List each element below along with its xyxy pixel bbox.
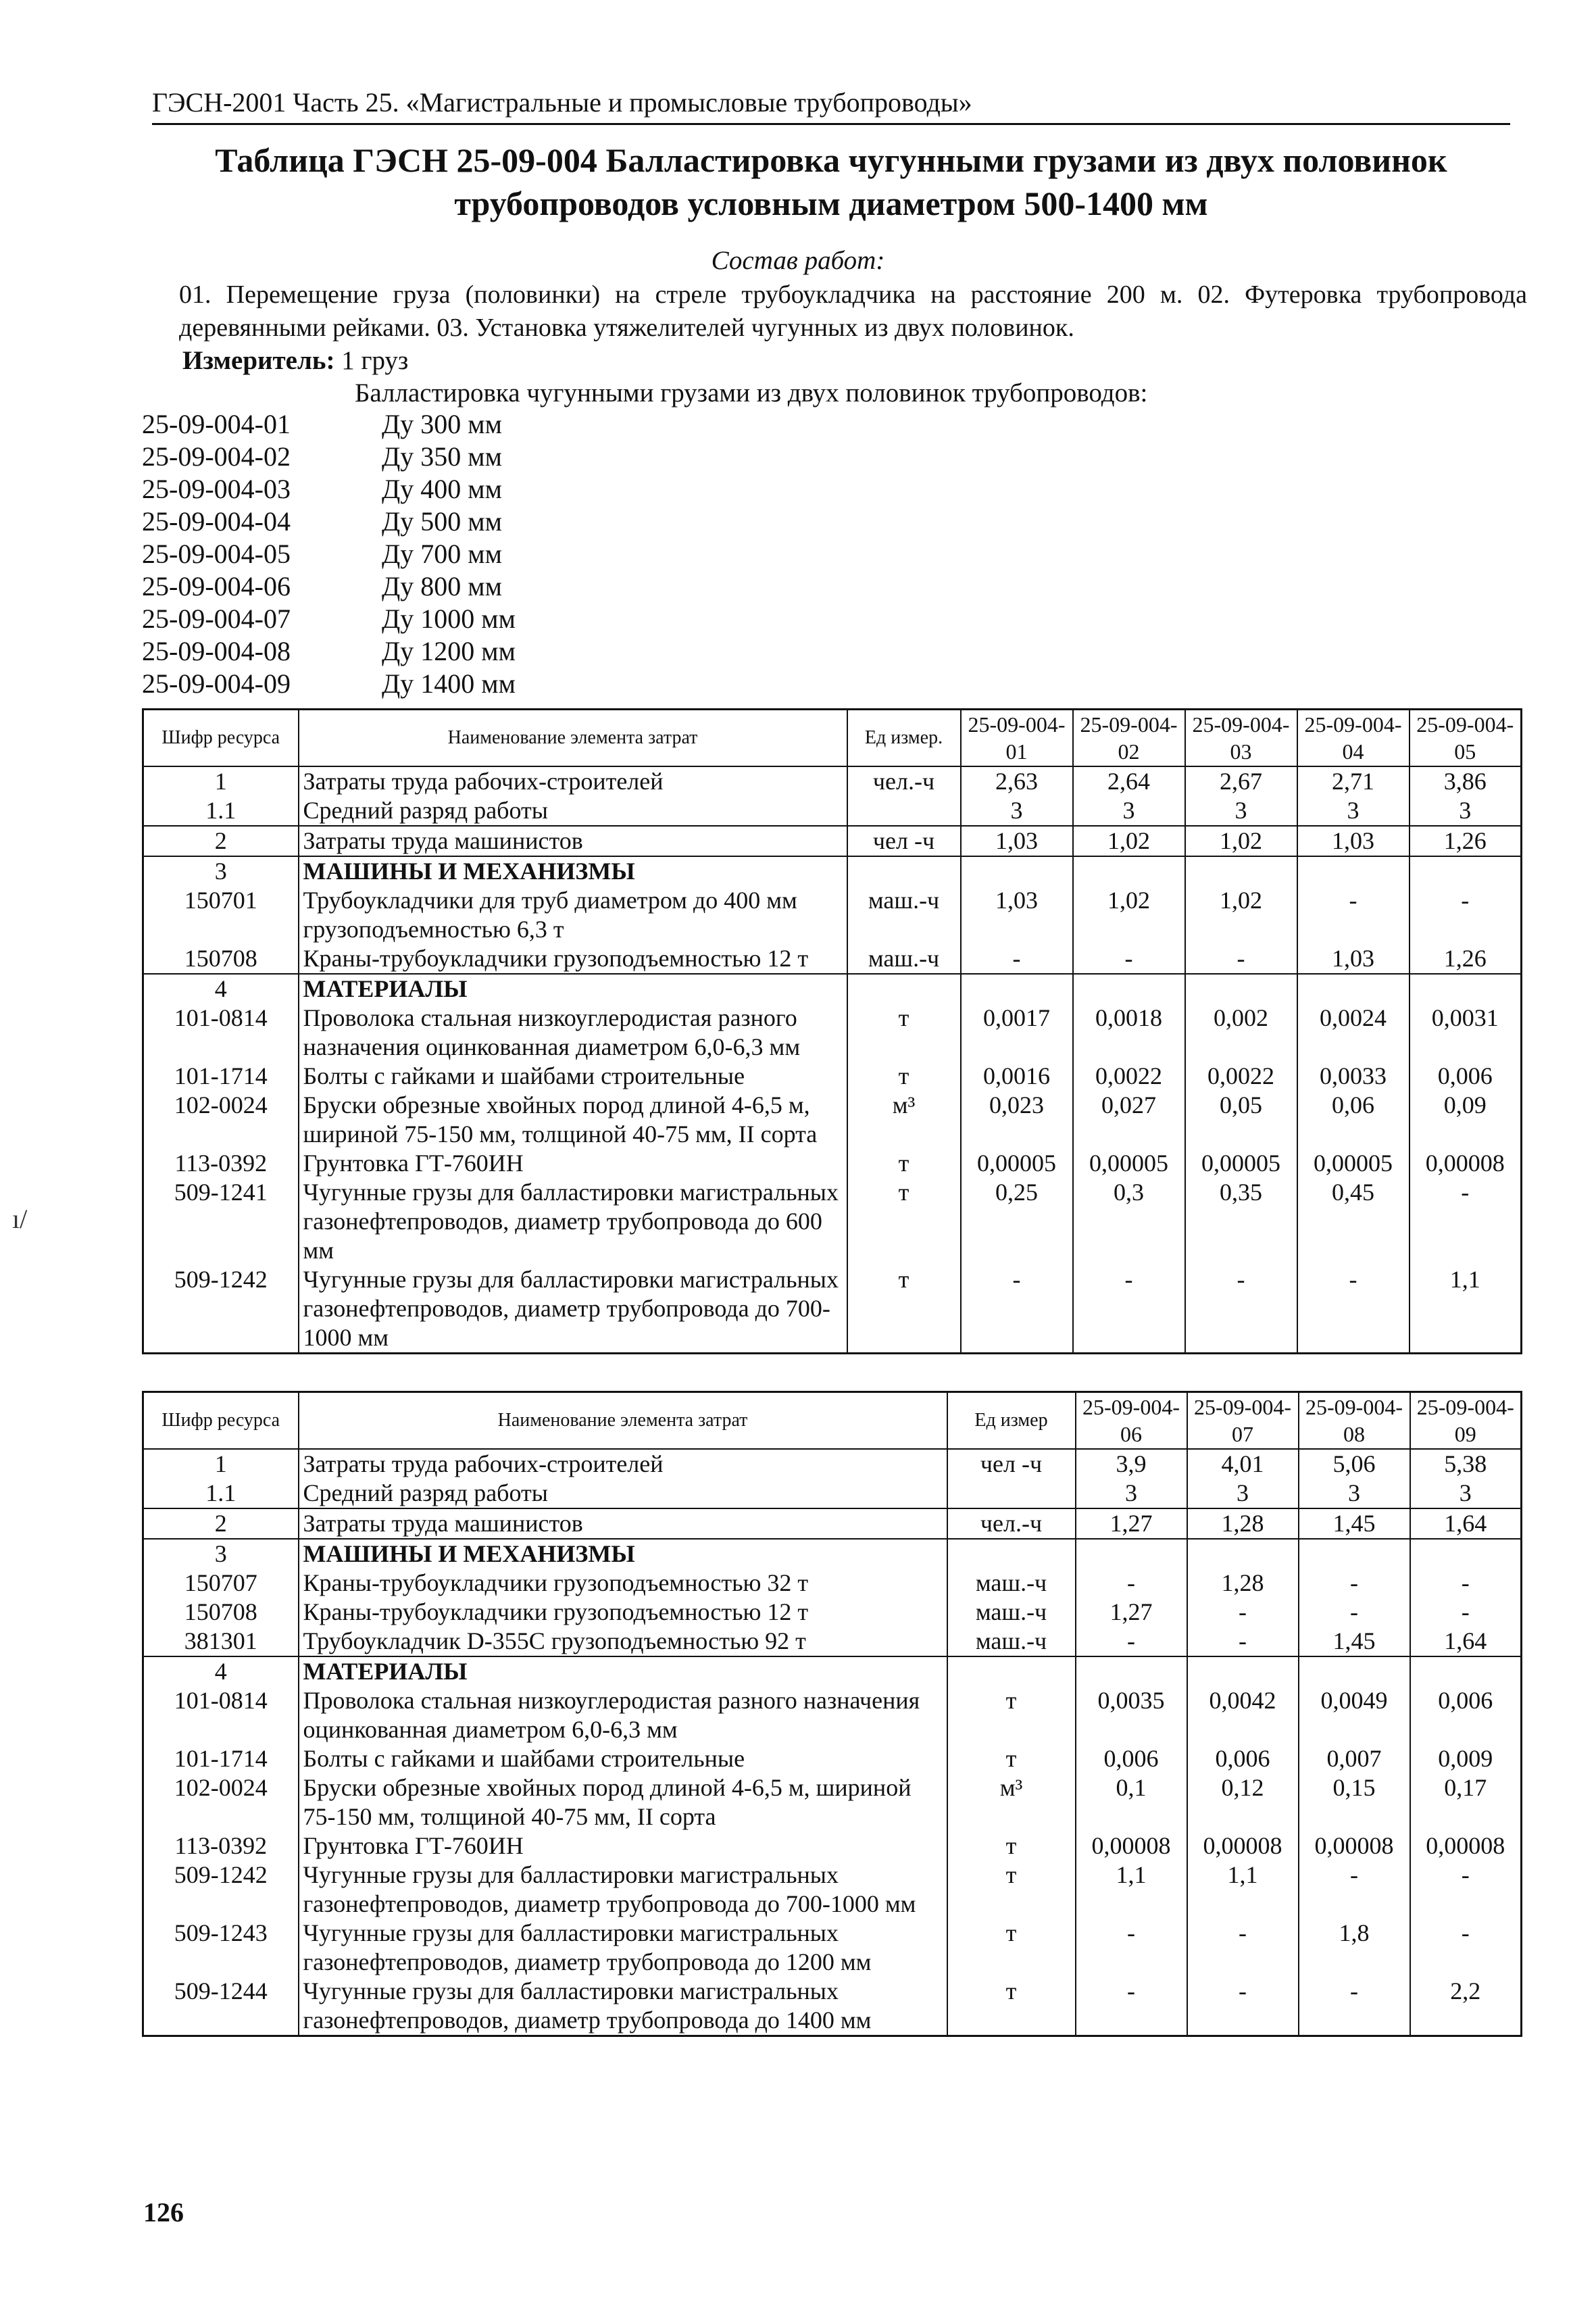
list-item-name: Ду 1000 мм bbox=[382, 604, 516, 634]
cell-value: 0,0024 bbox=[1297, 1004, 1410, 1062]
column-header-norm: 25-09-004-05 bbox=[1410, 710, 1522, 766]
cell-name: Чугунные грузы для балластировки магистральных газонефтепроводов, диаметр трубопровода до 700-1000 мм bbox=[299, 1861, 947, 1919]
cell-section-title: МАТЕРИАЛЫ bbox=[299, 1656, 947, 1686]
list-item bbox=[142, 506, 652, 538]
table-row bbox=[143, 1598, 1522, 1627]
cell-value bbox=[961, 974, 1073, 1004]
cell-unit: т bbox=[847, 1004, 961, 1062]
cell-unit: т bbox=[847, 1062, 961, 1091]
list-item bbox=[142, 473, 652, 506]
cell-value: - bbox=[1187, 1598, 1299, 1627]
cell-value: 5,38 bbox=[1410, 1449, 1522, 1479]
cell-unit: чел -ч bbox=[947, 1449, 1076, 1479]
cell-value: 0,0016 bbox=[961, 1062, 1073, 1091]
cell-value bbox=[1185, 856, 1297, 886]
list-item bbox=[142, 603, 652, 635]
cell-value: 1,64 bbox=[1410, 1627, 1522, 1656]
cell-value: - bbox=[1410, 1919, 1522, 1977]
cell-section-title: МАТЕРИАЛЫ bbox=[299, 974, 847, 1004]
cell-value: 0,009 bbox=[1410, 1744, 1522, 1773]
cell-value: 4,01 bbox=[1187, 1449, 1299, 1479]
list-item bbox=[142, 538, 652, 570]
cell-unit bbox=[847, 974, 961, 1004]
measure-value: 1 груз bbox=[341, 346, 409, 375]
list-item-code: 25-09-004-09 bbox=[142, 668, 291, 699]
cell-name: Трубоукладчик D-355C грузоподъемностью 92 т bbox=[299, 1627, 947, 1656]
work-composition-text bbox=[179, 278, 1527, 345]
cell-value: 1,02 bbox=[1185, 826, 1297, 856]
cell-value: 3 bbox=[1410, 796, 1522, 826]
cell-name: Затраты труда машинистов bbox=[299, 826, 847, 856]
cell-value: 0,023 bbox=[961, 1091, 1073, 1149]
cell-value: 1,03 bbox=[1297, 826, 1410, 856]
cell-name: Краны-трубоукладчики грузоподъемностью 12 т bbox=[299, 1598, 947, 1627]
cell-code: 509-1241 bbox=[143, 1178, 299, 1265]
cell-value: - bbox=[1187, 1977, 1299, 2036]
cell-value: 2,2 bbox=[1410, 1977, 1522, 2036]
table-row bbox=[143, 766, 1522, 796]
cell-name: Чугунные грузы для балластировки магистральных газонефтепроводов, диаметр трубопровода до 1400 мм bbox=[299, 1977, 947, 2036]
table-row bbox=[143, 1091, 1522, 1149]
list-item-name: Ду 800 мм bbox=[382, 571, 502, 601]
cell-unit: чел.-ч bbox=[847, 766, 961, 796]
code-list-heading: Балластировка чугунными грузами из двух половинок трубопроводов: bbox=[355, 378, 1148, 408]
cell-value: - bbox=[1410, 1569, 1522, 1598]
list-item-name: Ду 350 мм bbox=[382, 441, 502, 472]
cell-name: Чугунные грузы для балластировки магистральных газонефтепроводов, диаметр трубопровода до 1200 мм bbox=[299, 1919, 947, 1977]
cell-name: Грунтовка ГТ-760ИН bbox=[299, 1149, 847, 1178]
cell-value: 0,3 bbox=[1073, 1178, 1185, 1265]
cell-unit: маш.-ч bbox=[947, 1569, 1076, 1598]
cell-value: - bbox=[1073, 944, 1185, 974]
cell-value bbox=[1297, 856, 1410, 886]
table-row bbox=[143, 1773, 1522, 1831]
cell-unit bbox=[847, 796, 961, 826]
cell-value: 0,006 bbox=[1410, 1062, 1522, 1091]
cell-value: 0,00008 bbox=[1187, 1831, 1299, 1861]
cell-value: 1,45 bbox=[1299, 1627, 1410, 1656]
cell-value: 0,0042 bbox=[1187, 1686, 1299, 1744]
cell-unit: т bbox=[947, 1977, 1076, 2036]
table-row bbox=[143, 1178, 1522, 1265]
cell-value: 3 bbox=[1299, 1479, 1410, 1508]
cell-value: 1,26 bbox=[1410, 826, 1522, 856]
cell-value: - bbox=[1185, 1265, 1297, 1354]
list-item-name: Ду 500 мм bbox=[382, 506, 502, 537]
cell-value bbox=[1073, 974, 1185, 1004]
page-title: Таблица ГЭСН 25-09-004 Балластировка чугунными грузами из двух половинок трубопроводов условным диаметром 500-1400 мм bbox=[215, 141, 1447, 222]
table-row bbox=[143, 1062, 1522, 1091]
cell-value bbox=[961, 856, 1073, 886]
cell-value: 0,0031 bbox=[1410, 1004, 1522, 1062]
cell-code: 113-0392 bbox=[143, 1149, 299, 1178]
cell-value: 0,006 bbox=[1076, 1744, 1187, 1773]
page-number: 126 bbox=[143, 2197, 184, 2227]
running-header: ГЭСН-2001 Часть 25. «Магистральные и промысловые трубопроводы» bbox=[152, 87, 1510, 125]
cell-value: - bbox=[1297, 886, 1410, 944]
list-item-name: Ду 400 мм bbox=[382, 474, 502, 504]
cell-value: 0,06 bbox=[1297, 1091, 1410, 1149]
cell-value bbox=[1187, 1539, 1299, 1569]
cell-value: 1,03 bbox=[961, 826, 1073, 856]
cell-value bbox=[1410, 856, 1522, 886]
cell-name: Чугунные грузы для балластировки магистральных газонефтепроводов, диаметр трубопровода до 600 мм bbox=[299, 1178, 847, 1265]
cell-value: 1,26 bbox=[1410, 944, 1522, 974]
list-item-code: 25-09-004-08 bbox=[142, 636, 291, 666]
cell-unit: т bbox=[947, 1861, 1076, 1919]
column-header-norm: 25-09-004-06 bbox=[1076, 1392, 1187, 1449]
cell-code: 150701 bbox=[143, 886, 299, 944]
table-row bbox=[143, 1449, 1522, 1479]
resource-table-1 bbox=[142, 708, 1522, 1354]
table-row bbox=[143, 1508, 1522, 1539]
cell-value: - bbox=[1410, 1178, 1522, 1265]
cell-value: 0,0035 bbox=[1076, 1686, 1187, 1744]
table-row bbox=[143, 1627, 1522, 1656]
cell-name: Краны-трубоукладчики грузоподъемностью 12 т bbox=[299, 944, 847, 974]
table-section-row bbox=[143, 1539, 1522, 1569]
cell-unit bbox=[947, 1539, 1076, 1569]
cell-value: 1,02 bbox=[1185, 886, 1297, 944]
cell-value bbox=[1299, 1539, 1410, 1569]
cell-value: 0,0017 bbox=[961, 1004, 1073, 1062]
cell-value: 1,27 bbox=[1076, 1598, 1187, 1627]
cell-value: 0,15 bbox=[1299, 1773, 1410, 1831]
cell-value bbox=[1187, 1656, 1299, 1686]
cell-value: 0,45 bbox=[1297, 1178, 1410, 1265]
work-description: 01. Перемещение груза (половинки) на стреле трубоукладчика на расстояние 200 м. 02. Футеровка трубопровода деревянными рейками. 03. Установка утяжелителей чугунных из двух половинок. bbox=[179, 280, 1527, 342]
cell-value bbox=[1076, 1656, 1187, 1686]
cell-value: 0,12 bbox=[1187, 1773, 1299, 1831]
cell-code: 113-0392 bbox=[143, 1831, 299, 1861]
cell-value: - bbox=[961, 1265, 1073, 1354]
table-row bbox=[143, 944, 1522, 974]
cell-name: Трубоукладчики для труб диаметром до 400 мм грузоподъемностью 6,3 т bbox=[299, 886, 847, 944]
cell-value: - bbox=[1299, 1598, 1410, 1627]
cell-unit: м³ bbox=[947, 1773, 1076, 1831]
table-header-row bbox=[143, 1392, 1522, 1449]
cell-value: 3 bbox=[1410, 1479, 1522, 1508]
cell-value: 0,00008 bbox=[1076, 1831, 1187, 1861]
column-header-code: Шифр ресурса bbox=[143, 710, 299, 766]
cell-value bbox=[1410, 974, 1522, 1004]
table-row bbox=[143, 1149, 1522, 1178]
cell-value: - bbox=[1185, 944, 1297, 974]
table-row bbox=[143, 1265, 1522, 1354]
cell-value: 1,1 bbox=[1187, 1861, 1299, 1919]
cell-value: 0,00008 bbox=[1410, 1831, 1522, 1861]
work-composition-heading: Состав работ: bbox=[711, 246, 885, 275]
cell-code: 509-1242 bbox=[143, 1861, 299, 1919]
cell-value: 0,006 bbox=[1187, 1744, 1299, 1773]
column-header-name: Наименование элемента затрат bbox=[299, 1392, 947, 1449]
cell-name: Затраты труда рабочих-строителей bbox=[299, 1449, 947, 1479]
cell-unit bbox=[947, 1479, 1076, 1508]
table-row bbox=[143, 1004, 1522, 1062]
cell-value: 2,67 bbox=[1185, 766, 1297, 796]
cell-unit: маш.-ч bbox=[847, 944, 961, 974]
cell-unit bbox=[947, 1656, 1076, 1686]
table-header-row bbox=[143, 710, 1522, 766]
cell-section-title: МАШИНЫ И МЕХАНИЗМЫ bbox=[299, 1539, 947, 1569]
table-row bbox=[143, 1977, 1522, 2036]
list-item bbox=[142, 668, 652, 700]
column-header-code: Шифр ресурса bbox=[143, 1392, 299, 1449]
cell-value: 0,0018 bbox=[1073, 1004, 1185, 1062]
cell-value: 0,35 bbox=[1185, 1178, 1297, 1265]
list-item-name: Ду 300 мм bbox=[382, 409, 502, 439]
cell-name: Проволока стальная низкоуглеродистая разного назначения оцинкованная диаметром 6,0-6,3 мм bbox=[299, 1686, 947, 1744]
cell-unit: чел -ч bbox=[847, 826, 961, 856]
list-item-name: Ду 1200 мм bbox=[382, 636, 516, 666]
cell-value: 2,64 bbox=[1073, 766, 1185, 796]
column-header-unit: Ед измер bbox=[947, 1392, 1076, 1449]
cell-value: - bbox=[1076, 1919, 1187, 1977]
table-row bbox=[143, 1861, 1522, 1919]
scan-artifact-mark: ı/ bbox=[12, 1204, 28, 1234]
cell-code: 102-0024 bbox=[143, 1091, 299, 1149]
cell-code: 150707 bbox=[143, 1569, 299, 1598]
cell-value: 1,03 bbox=[1297, 944, 1410, 974]
cell-value: - bbox=[1187, 1919, 1299, 1977]
table-row bbox=[143, 1569, 1522, 1598]
cell-unit: т bbox=[947, 1831, 1076, 1861]
table-body bbox=[143, 1449, 1522, 2036]
cell-value: 1,03 bbox=[961, 886, 1073, 944]
cell-code: 101-1714 bbox=[143, 1062, 299, 1091]
table-section-row bbox=[143, 974, 1522, 1004]
cell-name: Болты с гайками и шайбами строительные bbox=[299, 1744, 947, 1773]
cell-unit: т bbox=[847, 1265, 961, 1354]
cell-value: 0,007 bbox=[1299, 1744, 1410, 1773]
table-row bbox=[143, 1686, 1522, 1744]
cell-value: 0,006 bbox=[1410, 1686, 1522, 1744]
cell-value: 3 bbox=[1185, 796, 1297, 826]
list-item-code: 25-09-004-05 bbox=[142, 539, 291, 569]
cell-value: 0,00008 bbox=[1299, 1831, 1410, 1861]
cell-value bbox=[1073, 856, 1185, 886]
cell-value: 3 bbox=[1187, 1479, 1299, 1508]
cell-unit: м³ bbox=[847, 1091, 961, 1149]
cell-code: 2 bbox=[143, 1508, 299, 1539]
list-item bbox=[142, 635, 652, 668]
column-header-norm: 25-09-004-07 bbox=[1187, 1392, 1299, 1449]
cell-code: 1 bbox=[143, 766, 299, 796]
column-header-norm: 25-09-004-02 bbox=[1073, 710, 1185, 766]
measure-label: Измеритель: bbox=[182, 346, 335, 375]
cell-name: Средний разряд работы bbox=[299, 1479, 947, 1508]
cell-name: Затраты труда машинистов bbox=[299, 1508, 947, 1539]
cell-value: 2,71 bbox=[1297, 766, 1410, 796]
cell-unit: чел.-ч bbox=[947, 1508, 1076, 1539]
cell-value bbox=[1076, 1539, 1187, 1569]
cell-code: 509-1242 bbox=[143, 1265, 299, 1354]
cell-code: 509-1244 bbox=[143, 1977, 299, 2036]
column-header-norm: 25-09-004-01 bbox=[961, 710, 1073, 766]
cell-code: 2 bbox=[143, 826, 299, 856]
table-row bbox=[143, 1744, 1522, 1773]
cell-value: 0,1 bbox=[1076, 1773, 1187, 1831]
resource-table-2 bbox=[142, 1391, 1522, 2037]
cell-value bbox=[1410, 1656, 1522, 1686]
cell-code: 3 bbox=[143, 856, 299, 886]
cell-value: - bbox=[1073, 1265, 1185, 1354]
cell-unit: маш.-ч bbox=[847, 886, 961, 944]
cell-unit: т bbox=[947, 1686, 1076, 1744]
cell-name: Чугунные грузы для балластировки магистральных газонефтепроводов, диаметр трубопровода до 700-1000 мм bbox=[299, 1265, 847, 1354]
table-body bbox=[143, 766, 1522, 1354]
column-header-norm: 25-09-004-03 bbox=[1185, 710, 1297, 766]
cell-code: 509-1243 bbox=[143, 1919, 299, 1977]
cell-code: 150708 bbox=[143, 1598, 299, 1627]
cell-value: 1,8 bbox=[1299, 1919, 1410, 1977]
cell-name: Грунтовка ГТ-760ИН bbox=[299, 1831, 947, 1861]
list-item-name: Ду 700 мм bbox=[382, 539, 502, 569]
cell-value: - bbox=[1297, 1265, 1410, 1354]
cell-value: 1,45 bbox=[1299, 1508, 1410, 1539]
cell-value: 1,02 bbox=[1073, 886, 1185, 944]
cell-code: 1 bbox=[143, 1449, 299, 1479]
cell-unit: т bbox=[947, 1744, 1076, 1773]
cell-code: 381301 bbox=[143, 1627, 299, 1656]
table-row bbox=[143, 886, 1522, 944]
cell-value: 0,00005 bbox=[961, 1149, 1073, 1178]
cell-value: 0,002 bbox=[1185, 1004, 1297, 1062]
column-header-norm: 25-09-004-08 bbox=[1299, 1392, 1410, 1449]
cell-value: - bbox=[1299, 1861, 1410, 1919]
cell-value bbox=[1410, 1539, 1522, 1569]
cell-value: 3 bbox=[961, 796, 1073, 826]
cell-value: 0,09 bbox=[1410, 1091, 1522, 1149]
cell-value: 3,86 bbox=[1410, 766, 1522, 796]
cell-code: 150708 bbox=[143, 944, 299, 974]
cell-value bbox=[1299, 1656, 1410, 1686]
cell-code: 4 bbox=[143, 974, 299, 1004]
cell-value: 0,00005 bbox=[1185, 1149, 1297, 1178]
cell-code: 4 bbox=[143, 1656, 299, 1686]
cell-value: 1,28 bbox=[1187, 1508, 1299, 1539]
cell-value: 0,25 bbox=[961, 1178, 1073, 1265]
list-item-name: Ду 1400 мм bbox=[382, 668, 516, 699]
cell-value: - bbox=[961, 944, 1073, 974]
cell-value bbox=[1297, 974, 1410, 1004]
cell-unit: т bbox=[847, 1178, 961, 1265]
cell-value: 1,1 bbox=[1410, 1265, 1522, 1354]
cell-value: 1,64 bbox=[1410, 1508, 1522, 1539]
cell-value: 0,0049 bbox=[1299, 1686, 1410, 1744]
cell-value: 0,027 bbox=[1073, 1091, 1185, 1149]
cell-name: Бруски обрезные хвойных пород длиной 4-6,5 м, шириной 75-150 мм, толщиной 40-75 мм, II сорта bbox=[299, 1091, 847, 1149]
list-item-code: 25-09-004-07 bbox=[142, 604, 291, 634]
list-item-code: 25-09-004-06 bbox=[142, 571, 291, 601]
cell-value: 3 bbox=[1297, 796, 1410, 826]
list-item-code: 25-09-004-04 bbox=[142, 506, 291, 537]
table-row bbox=[143, 796, 1522, 826]
cell-value: 2,63 bbox=[961, 766, 1073, 796]
cell-value: 0,00005 bbox=[1297, 1149, 1410, 1178]
cell-value: - bbox=[1299, 1977, 1410, 2036]
cell-value: - bbox=[1076, 1977, 1187, 2036]
cell-value: 0,0022 bbox=[1073, 1062, 1185, 1091]
cell-name: Проволока стальная низкоуглеродистая разного назначения оцинкованная диаметром 6,0-6,3 мм bbox=[299, 1004, 847, 1062]
cell-value: 1,1 bbox=[1076, 1861, 1187, 1919]
cell-name: Болты с гайками и шайбами строительные bbox=[299, 1062, 847, 1091]
list-item bbox=[142, 570, 652, 603]
cell-value: 1,02 bbox=[1073, 826, 1185, 856]
cell-code: 3 bbox=[143, 1539, 299, 1569]
column-header-name: Наименование элемента затрат bbox=[299, 710, 847, 766]
cell-value: 0,00008 bbox=[1410, 1149, 1522, 1178]
cell-value: 3,9 bbox=[1076, 1449, 1187, 1479]
cell-value: - bbox=[1410, 1861, 1522, 1919]
table-section-row bbox=[143, 1656, 1522, 1686]
list-item bbox=[142, 408, 652, 441]
table-row bbox=[143, 1831, 1522, 1861]
list-item-code: 25-09-004-02 bbox=[142, 441, 291, 472]
cell-name: Средний разряд работы bbox=[299, 796, 847, 826]
cell-value: 0,00005 bbox=[1073, 1149, 1185, 1178]
cell-name: Краны-трубоукладчики грузоподъемностью 32 т bbox=[299, 1569, 947, 1598]
cell-value: 5,06 bbox=[1299, 1449, 1410, 1479]
cell-code: 102-0024 bbox=[143, 1773, 299, 1831]
measure-line bbox=[182, 345, 408, 377]
cell-unit: маш.-ч bbox=[947, 1627, 1076, 1656]
cell-value: 0,0022 bbox=[1185, 1062, 1297, 1091]
cell-value: - bbox=[1410, 1598, 1522, 1627]
cell-value: - bbox=[1187, 1627, 1299, 1656]
cell-value: - bbox=[1076, 1627, 1187, 1656]
cell-unit: маш.-ч bbox=[947, 1598, 1076, 1627]
cell-value: 3 bbox=[1076, 1479, 1187, 1508]
column-header-unit: Ед измер. bbox=[847, 710, 961, 766]
cell-name: Затраты труда рабочих-строителей bbox=[299, 766, 847, 796]
cell-value: 0,05 bbox=[1185, 1091, 1297, 1149]
cell-code: 101-0814 bbox=[143, 1686, 299, 1744]
cell-value: 1,27 bbox=[1076, 1508, 1187, 1539]
table-section-row bbox=[143, 856, 1522, 886]
cell-code: 1.1 bbox=[143, 796, 299, 826]
cell-code: 1.1 bbox=[143, 1479, 299, 1508]
cell-value: - bbox=[1076, 1569, 1187, 1598]
cell-code: 101-0814 bbox=[143, 1004, 299, 1062]
cell-code: 101-1714 bbox=[143, 1744, 299, 1773]
cell-value: 0,0033 bbox=[1297, 1062, 1410, 1091]
list-item-code: 25-09-004-01 bbox=[142, 409, 291, 439]
cell-value: 3 bbox=[1073, 796, 1185, 826]
column-header-norm: 25-09-004-09 bbox=[1410, 1392, 1522, 1449]
cell-value: 0,17 bbox=[1410, 1773, 1522, 1831]
list-item bbox=[142, 441, 652, 473]
table-row bbox=[143, 1919, 1522, 1977]
list-item-code: 25-09-004-03 bbox=[142, 474, 291, 504]
cell-value: 1,28 bbox=[1187, 1569, 1299, 1598]
cell-unit bbox=[847, 856, 961, 886]
cell-unit: т bbox=[947, 1919, 1076, 1977]
table-row bbox=[143, 1479, 1522, 1508]
cell-value: - bbox=[1299, 1569, 1410, 1598]
cell-value bbox=[1185, 974, 1297, 1004]
column-header-norm: 25-09-004-04 bbox=[1297, 710, 1410, 766]
cell-section-title: МАШИНЫ И МЕХАНИЗМЫ bbox=[299, 856, 847, 886]
code-list bbox=[142, 408, 652, 700]
table-row bbox=[143, 826, 1522, 856]
cell-name: Бруски обрезные хвойных пород длиной 4-6,5 м, шириной 75-150 мм, толщиной 40-75 мм, II сорта bbox=[299, 1773, 947, 1831]
cell-unit: т bbox=[847, 1149, 961, 1178]
cell-value: - bbox=[1410, 886, 1522, 944]
